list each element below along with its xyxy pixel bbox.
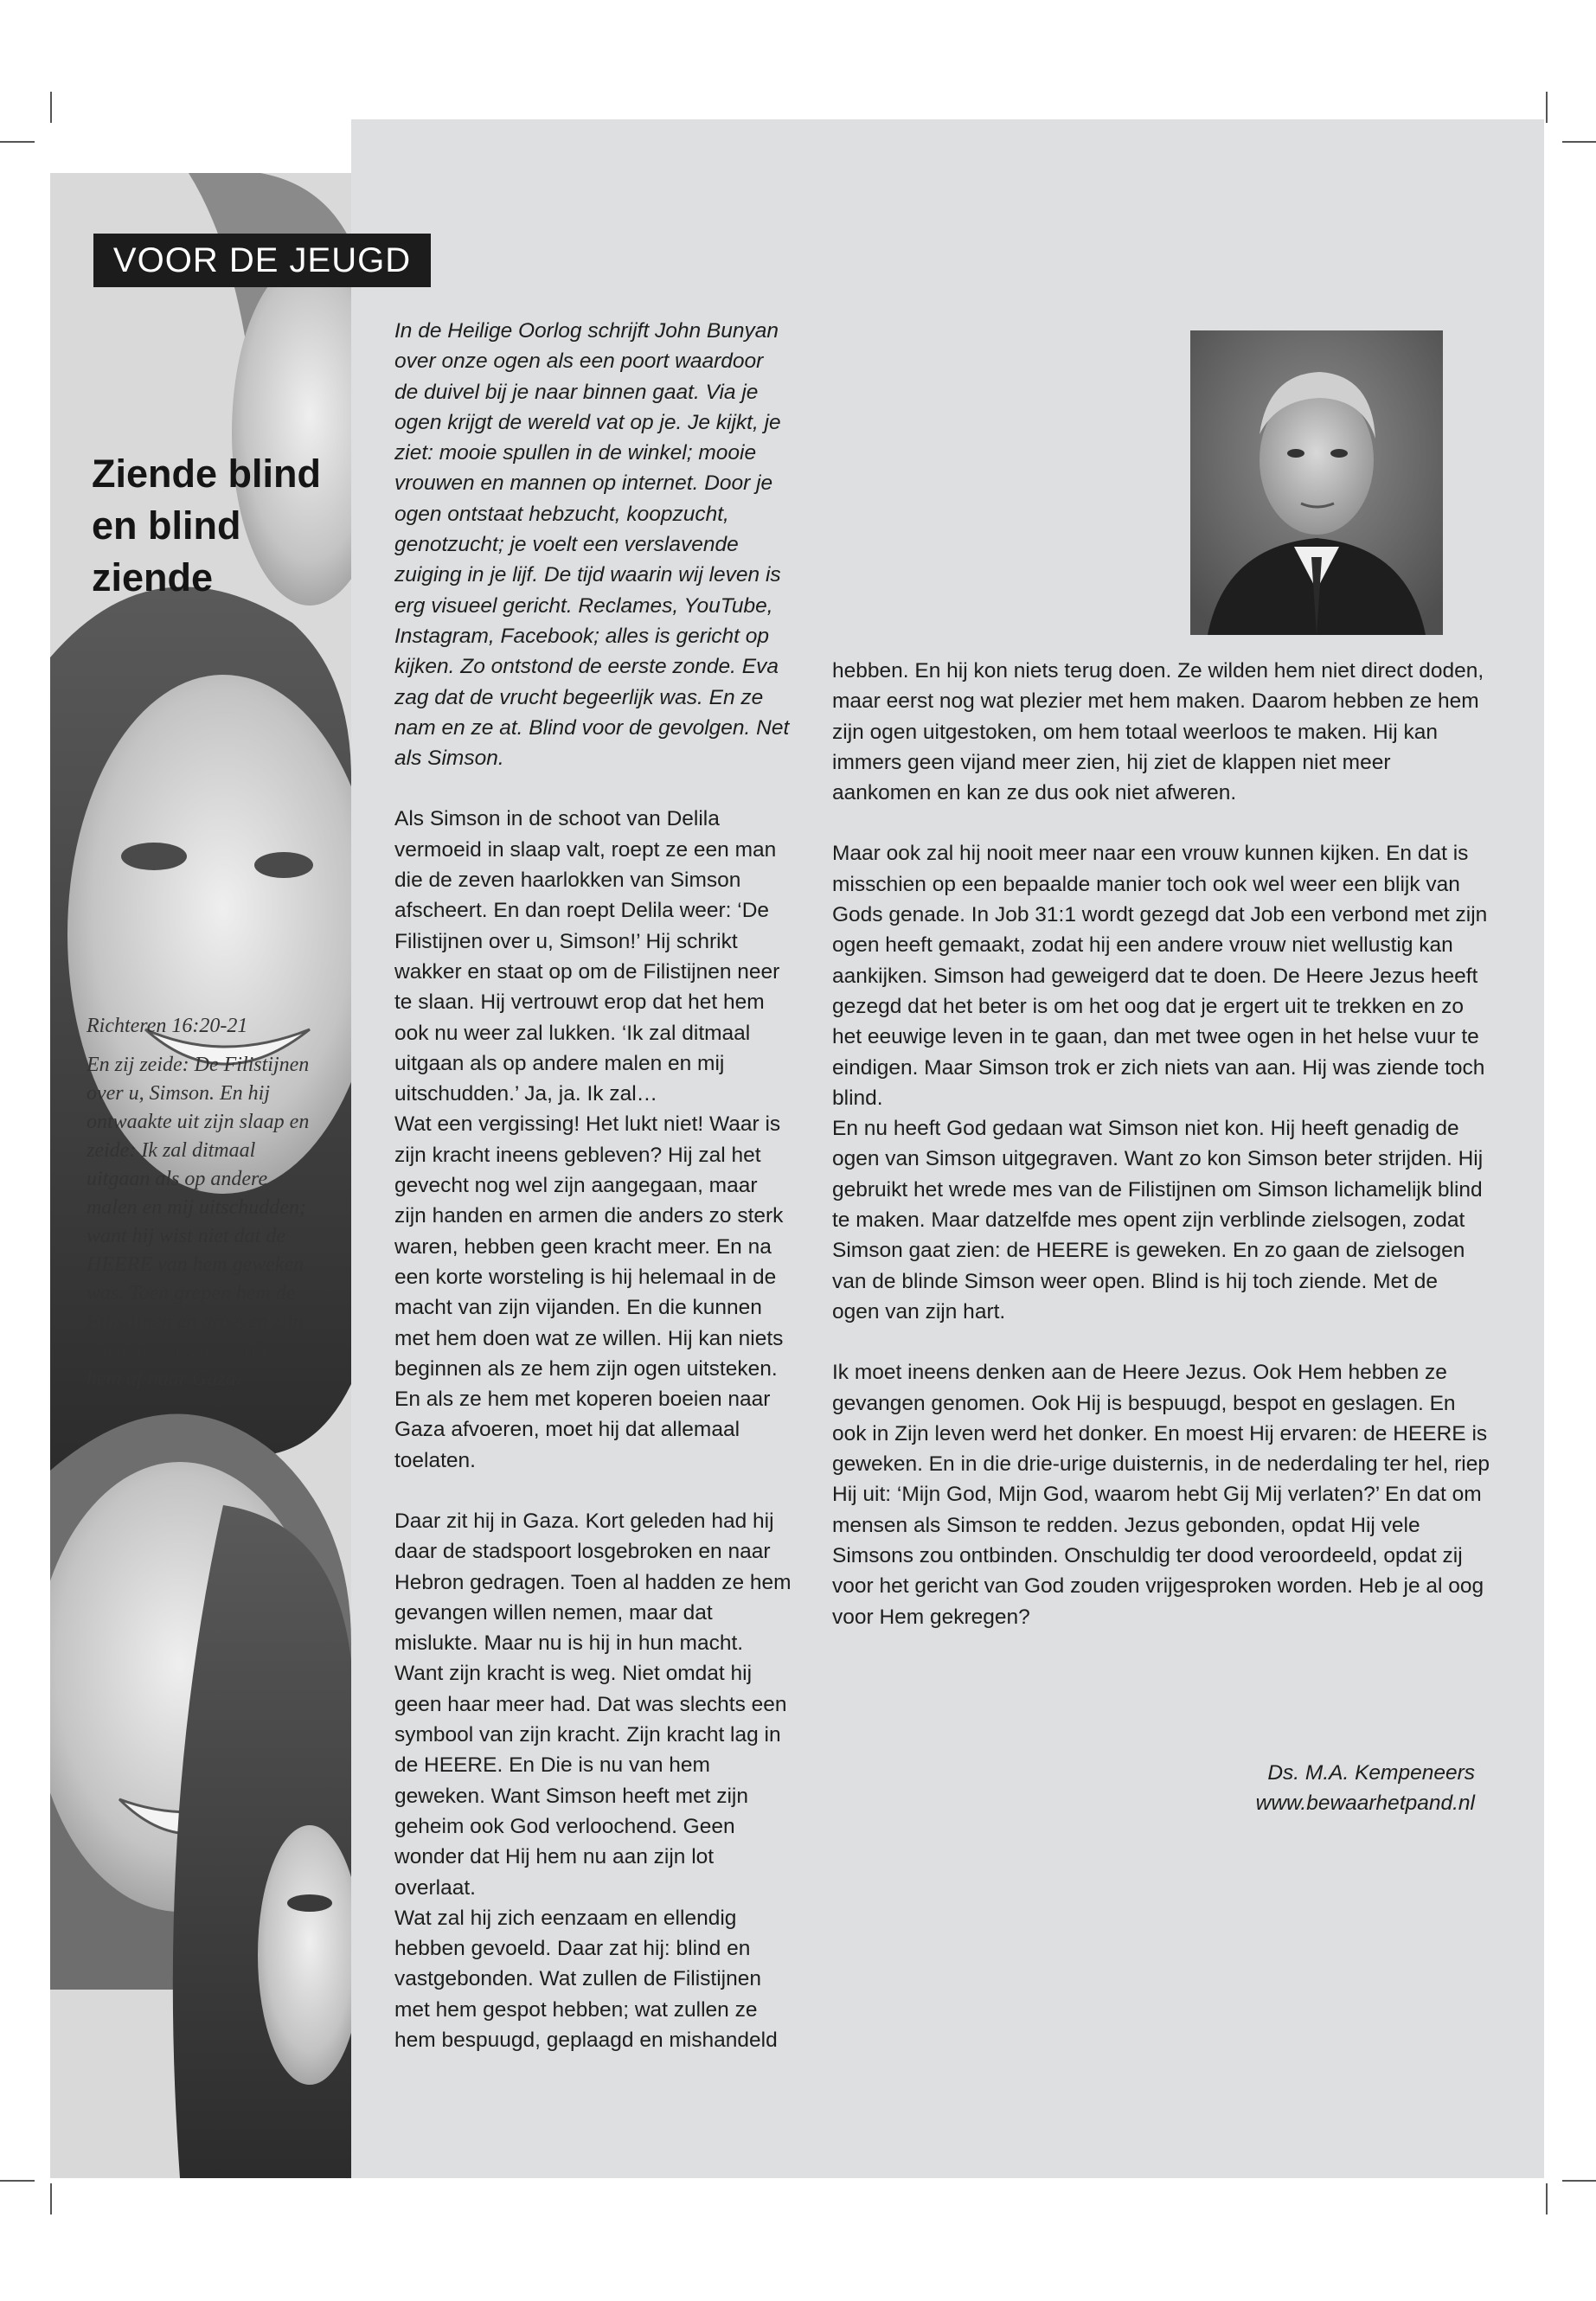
scripture-reference: Richteren 16:20-21 (87, 1015, 248, 1037)
crop-mark (1562, 141, 1596, 143)
signature (1125, 1758, 1475, 1819)
title-line: Ziende blind (92, 452, 321, 496)
website-link[interactable]: www.bewaarhetpand.nl (1255, 1791, 1475, 1816)
body-paragraph: Als Simson in de schoot van Delila vermoeid in slaap valt, roept ze een man die de zeven haarlokken van Simson afscheert. En dan roept Delila weer: ‘De Filistijnen over u, Simson!’ Hij schrikt wakker en staat op om de Filistijnen neer te slaan. Hij vertrouwt erop dat het hem ook nu weer zal lukken. ‘Ik zal ditmaal uitgaan als op andere malen en mij uitschudden.’ Ja, ja. Ik zal… Wat een vergissing! Het lukt niet! Waar is zijn kracht ineens gebleven? Hij zal het gevecht nog wel zijn aangegaan, maar zijn handen en armen die anders zo sterk waren, hebben geen kracht meer. En na een korte worsteling is hij helemaal in de macht van zijn vijanden. En die kunnen met hem doen wat ze willen. Hij kan niets beginnen als ze hem zijn ogen uitsteken. En als ze hem met koperen boeien naar Gaza afvoeren, moet hij dat allemaal toelaten. (394, 807, 784, 1472)
crop-mark (50, 2183, 52, 2214)
author-portrait (1190, 330, 1443, 635)
article-column-right (832, 656, 1490, 1663)
title-line: en blind (92, 503, 241, 548)
crop-mark (0, 2180, 35, 2182)
author-photo (1190, 330, 1443, 635)
body-paragraph: Maar ook zal hij nooit meer naar een vrouw kunnen kijken. En dat is misschien op een bepaalde manier toch ook wel weer een blijk van Gods genade. In Job 31:1 wordt gezegd dat Job een verbond met zijn ogen heeft gemaakt, zodat hij een andere vrouw niet wellustig kan aankijken. Simson had geweigerd dat te doen. De Heere Jezus heeft gezegd dat het beter is om het oog dat je ergert uit te trekken en zo het eeuwige leven in te gaan, dan met twee ogen in het helse vuur te eindigen. Maar Simson trok er zich niets van aan. Hij was ziende toch blind. En nu heeft God gedaan wat Simson niet kon. Hij heeft genadig de ogen van Simson uitgegraven. Want zo kon Simson beter strijden. Hij gebruikt het wrede mes van de Filistijnen om Simson lichamelijk blind te maken. Maar datzelfde mes opent zijn verblinde zielsogen, zodat Simson gaat zien: de HEERE is geweken. En zo gaan de zielsogen van de blinde Simson weer open. Blind is hij toch ziende. Met de ogen van zijn hart. (832, 842, 1488, 1324)
section-label: VOOR DE JEUGD (93, 234, 431, 287)
body-paragraph: Ik moet ineens denken aan de Heere Jezus. Ook Hem hebben ze gevangen genomen. Ook Hij is bespuugd, bespot en geslagen. En ook in Zijn leven werd het donker. En moest Hij ervaren: de HEERE is geweken. En in die drie-urige duisternis, in de nederdaling ter hel, riep Hij uit: ‘Mijn God, Mijn God, waarom hebt Gij Mij verlaten?’ En dat om mensen als Simson te redden. Jezus gebonden, opdat Hij vele Simsons zou ontbinden. Onschuldig ter dood veroordeeld, opdat zij voor het gericht van God zouden vrijgesproken worden. Heb je al oog voor Hem gekregen? (832, 1361, 1490, 1629)
crop-mark (1546, 92, 1548, 123)
crop-mark (50, 92, 52, 123)
article-title (92, 448, 351, 604)
crop-mark (0, 141, 35, 143)
scripture-quote (87, 1012, 311, 1404)
title-line: ziende (92, 555, 214, 599)
author-name: Ds. M.A. Kempeneers (1267, 1761, 1475, 1785)
article-column-middle (394, 316, 792, 2086)
crop-mark (1546, 2183, 1548, 2214)
scripture-text: En zij zeide: De Filistijnen over u, Simson. En hij ontwaakte uit zijn slaap en zeide: Ik zal ditmaal uitgaan als op andere malen en mij uitschudden; want hij wist niet dat de HEERE van hem geweken was. Toen grepen hem de Filistijnen en groeven zijn ogen uit; en zij voerden hem af naar Gaza. (87, 1054, 310, 1390)
body-paragraph: Daar zit hij in Gaza. Kort geleden had hij daar de stadspoort losgebroken en naar Hebron gedragen. Toen al hadden ze hem gevangen willen nemen, maar dat mislukte. Maar nu is hij in hun macht. Want zijn kracht is weg. Niet omdat hij geen haar meer had. Dat was slechts een symbool van zijn kracht. Zijn kracht lag in de HEERE. En Die is nu van hem geweken. Want Simson heeft met zijn geheim ook God verloochend. Geen wonder dat Hij hem nu aan zijn lot overlaat. Wat zal hij zich eenzaam en ellendig hebben gevoeld. Daar zat hij: blind en vastgebonden. Wat zullen de Filistijnen met hem gespot hebben; wat zullen ze hem bespuugd, geplaagd en mishandeld (394, 1509, 792, 2053)
crop-mark (1562, 2180, 1596, 2182)
intro-paragraph: In de Heilige Oorlog schrijft John Bunyan over onze ogen als een poort waardoor de duivel bij je naar binnen gaat. Via je ogen krijgt de wereld vat op je. Je kijkt, je ziet: mooie spullen in de winkel; mooie vrouwen en mannen op internet. Door je ogen ontstaat hebzucht, koopzucht, genotzucht; je voelt een verslavende zuiging in je lijf. De tijd waarin wij leven is erg visueel gericht. Reclames, YouTube, Instagram, Facebook; alles is gericht op kijken. Zo ontstond de eerste zonde. Eva zag dat de vrucht begeerlijk was. En ze nam en ze at. Blind voor de gevolgen. Net als Simson. (394, 319, 790, 771)
body-paragraph: hebben. En hij kon niets terug doen. Ze wilden hem niet direct doden, maar eerst nog wat plezier met hem maken. Daarom hebben ze hem zijn ogen uitgestoken, om hem totaal weerloos te maken. Hij kan immers geen vijand meer zien, hij ziet de klappen niet meer aankomen en kan ze dus ook niet afweren. (832, 659, 1484, 805)
